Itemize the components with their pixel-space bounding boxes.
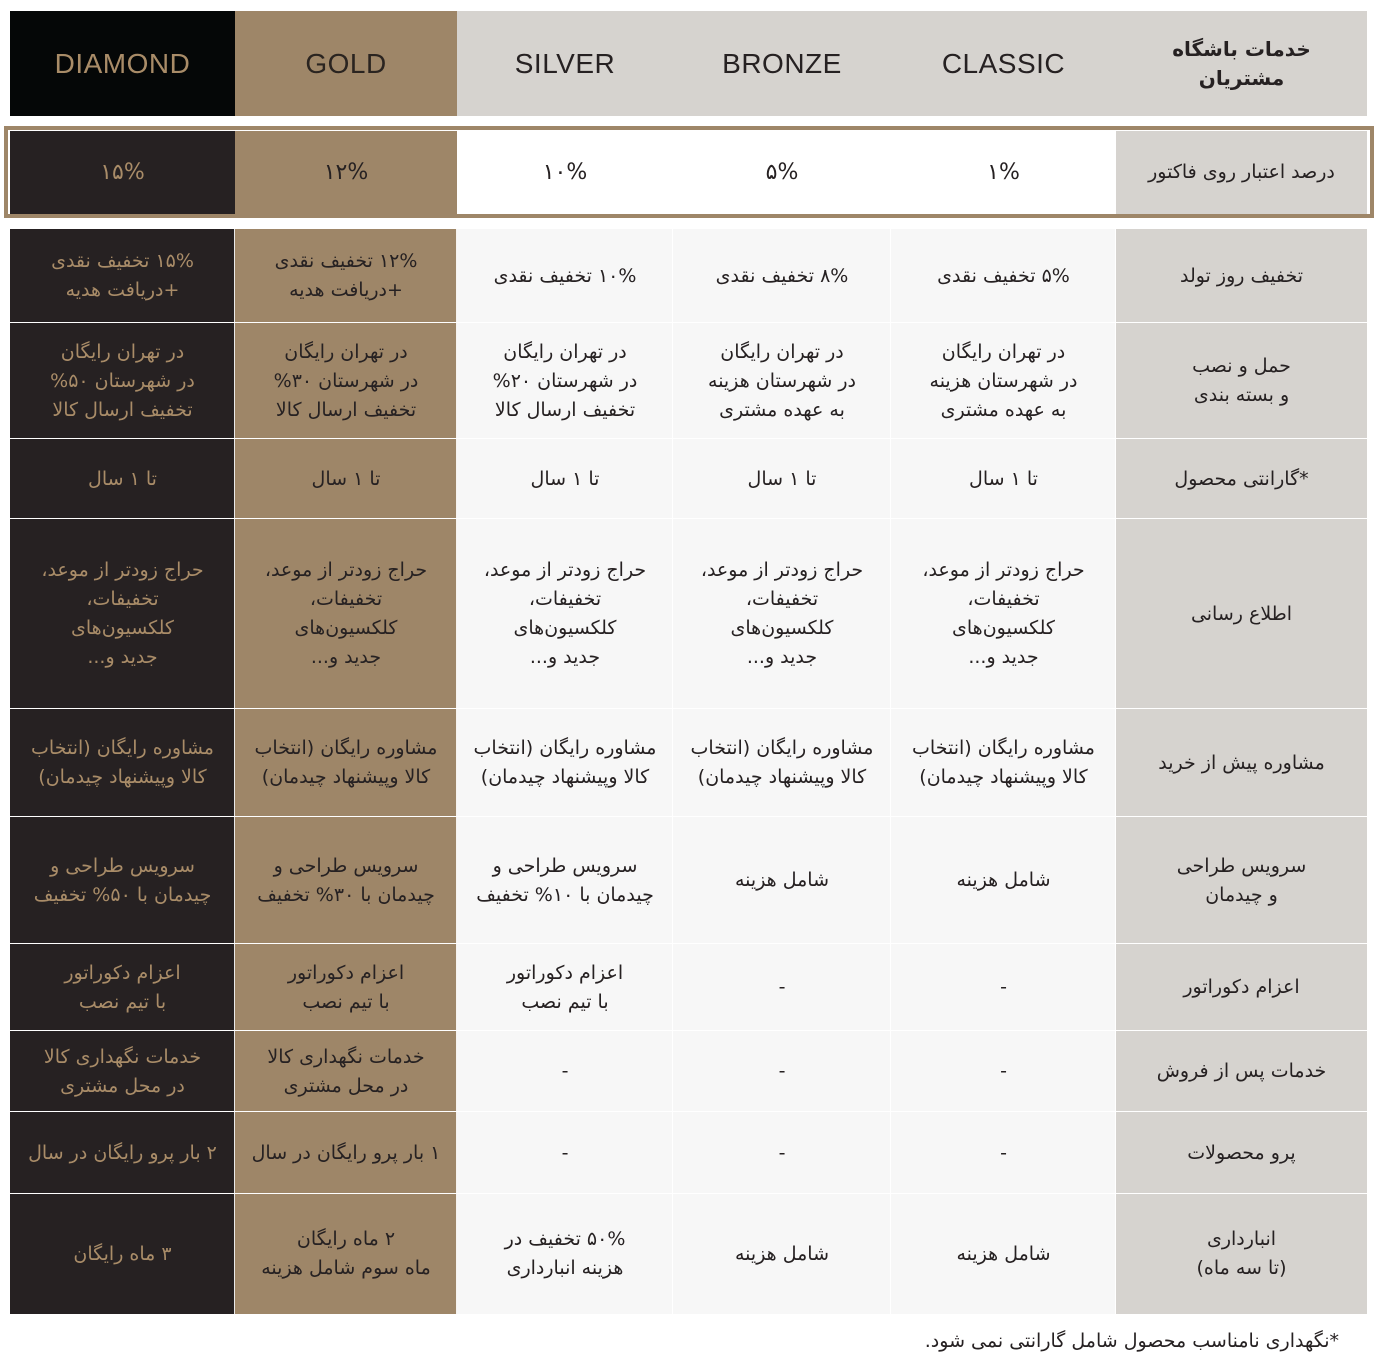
cell-diamond: ۱۵%	[10, 131, 235, 214]
cell-diamond: اعزام دکوراتور با تیم نصب	[10, 944, 235, 1031]
cell-service: اعزام دکوراتور	[1116, 944, 1367, 1031]
cell-bronze: ۸% تخفیف نقدی	[673, 229, 891, 323]
cell-silver: ۱۰% تخفیف نقدی	[457, 229, 673, 323]
cell-gold: مشاوره رایگان (انتخاب کالا وپیشنهاد چیدمان)	[235, 709, 457, 817]
cell-service: خدمات پس از فروش	[1116, 1031, 1367, 1112]
cell-bronze: در تهران رایگان در شهرستان هزینه به عهده مشتری	[673, 323, 891, 439]
cell-gold: ۱۲%	[235, 131, 457, 214]
cell-diamond: مشاوره رایگان (انتخاب کالا وپیشنهاد چیدمان)	[10, 709, 235, 817]
header-diamond: DIAMOND	[10, 11, 235, 116]
cell-silver: تا ۱ سال	[457, 439, 673, 519]
cell-diamond: در تهران رایگان در شهرستان ۵۰% تخفیف ارسال کالا	[10, 323, 235, 439]
cell-silver: حراج زودتر از موعد، تخفیفات، کلکسیون‌های جدید و...	[457, 519, 673, 709]
header-classic: CLASSIC	[891, 11, 1116, 116]
column-divider	[672, 229, 673, 1314]
cell-service: حمل و نصب و بسته بندی	[1116, 323, 1367, 439]
cell-classic: -	[891, 1112, 1116, 1194]
cell-service: پرو محصولات	[1116, 1112, 1367, 1194]
cell-gold: در تهران رایگان در شهرستان ۳۰% تخفیف ارسال کالا	[235, 323, 457, 439]
cell-bronze: -	[673, 944, 891, 1031]
cell-gold: اعزام دکوراتور با تیم نصب	[235, 944, 457, 1031]
cell-gold: ۱ بار پرو رایگان در سال	[235, 1112, 457, 1194]
cell-bronze: -	[673, 1112, 891, 1194]
cell-gold: حراج زودتر از موعد، تخفیفات، کلکسیون‌های جدید و...	[235, 519, 457, 709]
cell-bronze: تا ۱ سال	[673, 439, 891, 519]
cell-bronze: شامل هزینه	[673, 1194, 891, 1314]
cell-classic: -	[891, 1031, 1116, 1112]
cell-classic: مشاوره رایگان (انتخاب کالا وپیشنهاد چیدمان)	[891, 709, 1116, 817]
cell-classic: ۱%	[891, 131, 1116, 214]
cell-silver: در تهران رایگان در شهرستان ۲۰% تخفیف ارسال کالا	[457, 323, 673, 439]
cell-diamond: تا ۱ سال	[10, 439, 235, 519]
header-bronze: BRONZE	[673, 11, 891, 116]
cell-diamond: خدمات نگهداری کالا در محل مشتری	[10, 1031, 235, 1112]
column-divider	[890, 229, 891, 1314]
cell-bronze: شامل هزینه	[673, 817, 891, 944]
cell-gold: ۱۲% تخفیف نقدی +دریافت هدیه	[235, 229, 457, 323]
cell-service: درصد اعتبار روی فاکتور	[1116, 131, 1367, 214]
cell-classic: -	[891, 944, 1116, 1031]
column-divider	[456, 229, 457, 1314]
cell-gold: تا ۱ سال	[235, 439, 457, 519]
cell-bronze: ۵%	[673, 131, 891, 214]
column-divider	[234, 229, 235, 1314]
cell-silver: -	[457, 1031, 673, 1112]
cell-gold: ۲ ماه رایگان ماه سوم شامل هزینه	[235, 1194, 457, 1314]
cell-service: اطلاع رسانی	[1116, 519, 1367, 709]
cell-diamond: ۳ ماه رایگان	[10, 1194, 235, 1314]
cell-service: تخفیف روز تولد	[1116, 229, 1367, 323]
cell-diamond: حراج زودتر از موعد، تخفیفات، کلکسیون‌های جدید و...	[10, 519, 235, 709]
cell-silver: اعزام دکوراتور با تیم نصب	[457, 944, 673, 1031]
cell-service: انبارداری (تا سه ماه)	[1116, 1194, 1367, 1314]
cell-silver: -	[457, 1112, 673, 1194]
cell-bronze: مشاوره رایگان (انتخاب کالا وپیشنهاد چیدمان)	[673, 709, 891, 817]
cell-service: *گارانتی محصول	[1116, 439, 1367, 519]
header-gold: GOLD	[235, 11, 457, 116]
cell-diamond: ۱۵% تخفیف نقدی +دریافت هدیه	[10, 229, 235, 323]
cell-gold: سرویس طراحی و چیدمان با ۳۰% تخفیف	[235, 817, 457, 944]
cell-service: سرویس طراحی و چیدمان	[1116, 817, 1367, 944]
cell-classic: ۵% تخفیف نقدی	[891, 229, 1116, 323]
cell-silver: ۵۰% تخفیف در هزینه انبارداری	[457, 1194, 673, 1314]
column-divider	[1115, 229, 1116, 1314]
cell-classic: در تهران رایگان در شهرستان هزینه به عهده مشتری	[891, 323, 1116, 439]
cell-silver: سرویس طراحی و چیدمان با ۱۰% تخفیف	[457, 817, 673, 944]
cell-silver: ۱۰%	[457, 131, 673, 214]
cell-gold: خدمات نگهداری کالا در محل مشتری	[235, 1031, 457, 1112]
cell-classic: شامل هزینه	[891, 1194, 1116, 1314]
cell-bronze: حراج زودتر از موعد، تخفیفات، کلکسیون‌های جدید و...	[673, 519, 891, 709]
footnote: *نگهداری نامناسب محصول شامل گارانتی نمی شود.	[924, 1330, 1339, 1352]
cell-service: مشاوره پیش از خرید	[1116, 709, 1367, 817]
cell-silver: مشاوره رایگان (انتخاب کالا وپیشنهاد چیدمان)	[457, 709, 673, 817]
cell-diamond: سرویس طراحی و چیدمان با ۵۰% تخفیف	[10, 817, 235, 944]
cell-classic: تا ۱ سال	[891, 439, 1116, 519]
header-silver: SILVER	[457, 11, 673, 116]
header-service: خدمات باشگاه مشتریان	[1116, 11, 1367, 116]
cell-classic: شامل هزینه	[891, 817, 1116, 944]
cell-bronze: -	[673, 1031, 891, 1112]
cell-classic: حراج زودتر از موعد، تخفیفات، کلکسیون‌های جدید و...	[891, 519, 1116, 709]
cell-diamond: ۲ بار پرو رایگان در سال	[10, 1112, 235, 1194]
